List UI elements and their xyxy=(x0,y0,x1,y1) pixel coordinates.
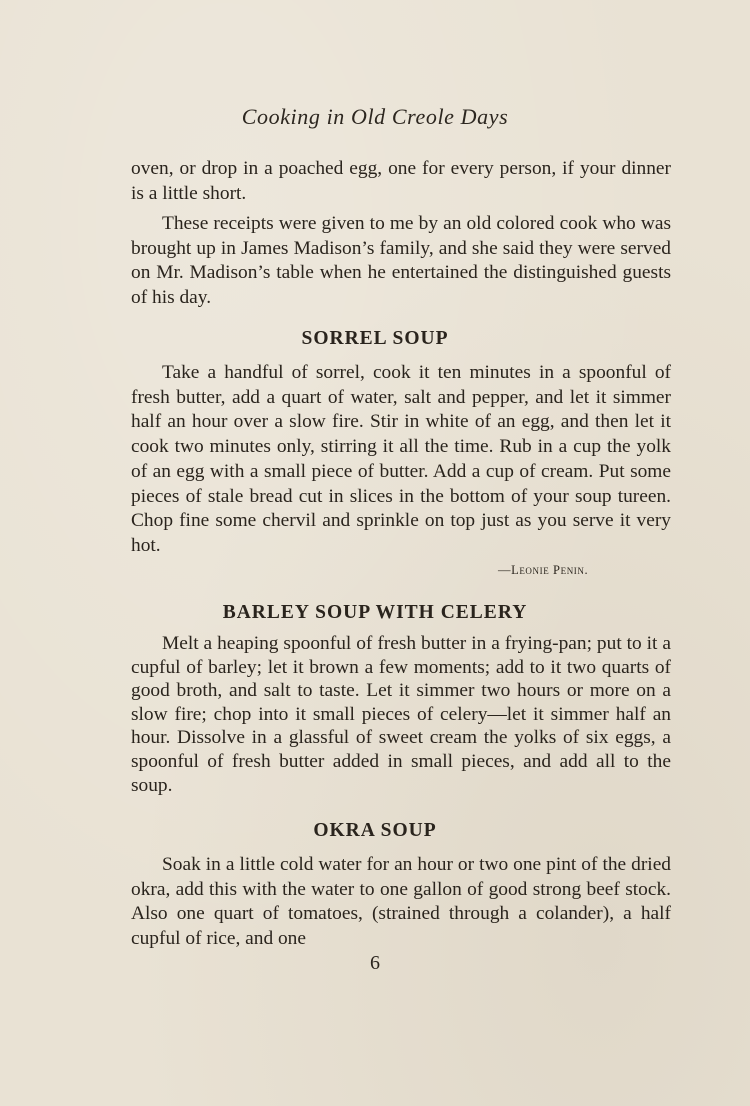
intro-continuation-paragraph: oven, or drop in a poached egg, one for every person, if your dinner is a little short. xyxy=(131,158,671,204)
okra-soup-paragraph: Soak in a little cold water for an hour or two one pint of the dried okra, add this with the water to one gallon of good strong beef stock. Also one quart of tomatoes, (strained through a colander), a half cupful of rice, and one xyxy=(131,854,671,949)
barley-soup-paragraph: Melt a heaping spoonful of fresh butter in a frying-pan; put to it a cupful of barley; let it brown a few moments; add to it two quarts of good broth, and salt to taste. Let it simmer two hours or more on a slow fire; chop into it small pieces of celery—let it simmer half an hour. Dissolve in a glassful of sweet cream the yolks of six eggs, a spoonful of fresh butter added in small pieces, and add all to the soup. xyxy=(131,633,671,796)
running-head: Cooking in Old Creole Days xyxy=(241,104,509,129)
sorrel-soup-attribution: —Leonie Penin. xyxy=(498,563,589,577)
okra-soup-heading: OKRA SOUP xyxy=(313,820,437,841)
sorrel-soup-paragraph: Take a handful of sorrel, cook it ten minutes in a spoonful of fresh butter, add a quart of water, salt and pepper, and let it simmer half an hour over a slow fire. Stir in white of an egg, and then let it cook two minutes only, stirring it all the time. Rub in a cup the yolk of an egg with a small piece of butter. Add a cup of cream. Put some pieces of stale bread cut in slices in the bottom of your soup tureen. Chop fine some chervil and sprinkle on top just as you serve it very hot. xyxy=(131,362,671,556)
page-number: 6 xyxy=(370,952,380,974)
sorrel-soup-heading: SORREL SOUP xyxy=(301,328,449,349)
intro-note-paragraph: These receipts were given to me by an old colored cook who was brought up in James Madison’s family, and she said they were served on Mr. Madison’s table when he entertained the distinguished guests of his day. xyxy=(131,213,671,308)
barley-soup-heading: BARLEY SOUP WITH CELERY xyxy=(222,602,528,623)
